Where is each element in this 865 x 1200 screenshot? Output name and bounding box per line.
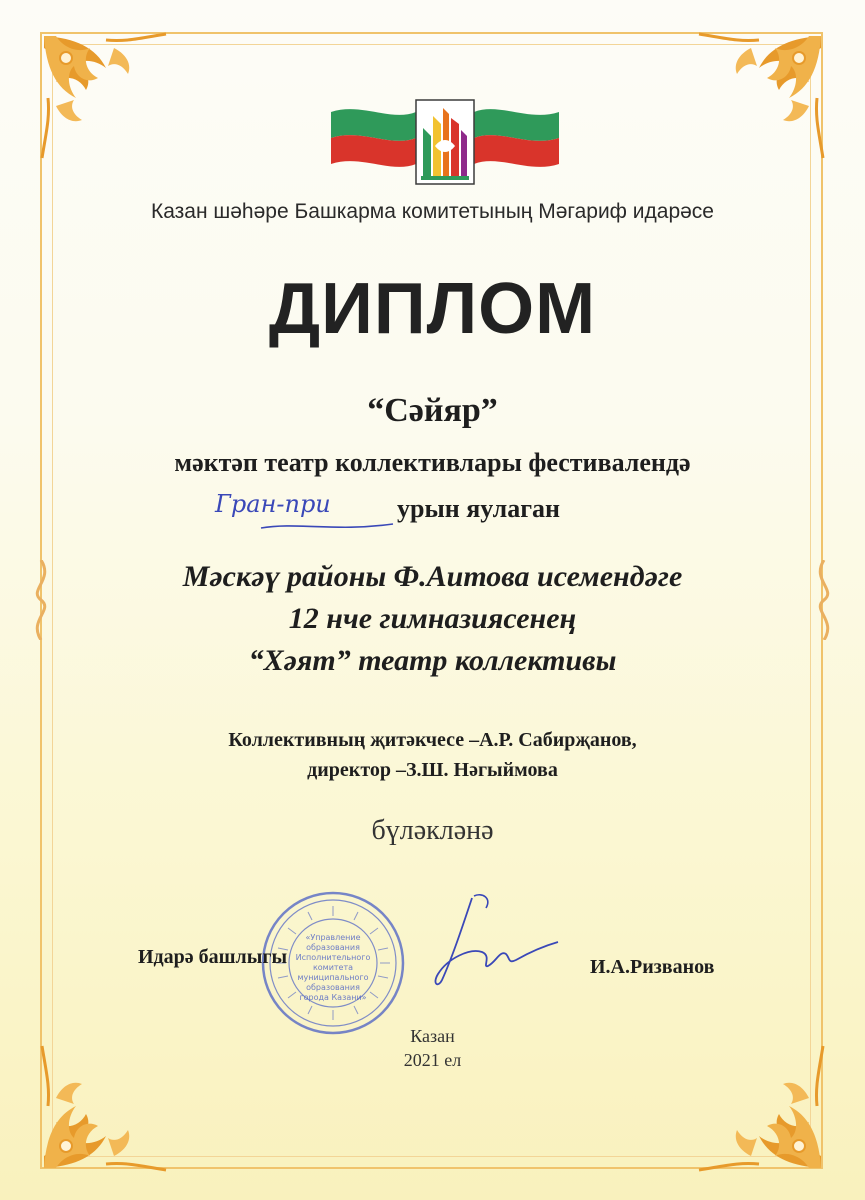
svg-text:Исполнительного: Исполнительного (295, 953, 371, 962)
awarded-text: бүләкләнә (371, 815, 494, 846)
recipient-line-2: 12 нче гимназиясенең (288, 602, 577, 635)
svg-text:комитета: комитета (312, 963, 354, 972)
svg-text:города Казани»: города Казани» (299, 993, 367, 1002)
handwritten-signature-icon (412, 888, 562, 998)
svg-text:«Управление: «Управление (305, 933, 361, 942)
document-title: ДИПЛОМ (268, 269, 597, 349)
signatory-title: Идарә башлыгы (138, 946, 288, 968)
svg-text:муниципального: муниципального (297, 973, 369, 982)
handwritten-place: Гран-при (215, 490, 331, 518)
organization-name: Казан шәһәре Башкарма комитетының Мәгариф идарәсе (150, 200, 714, 223)
corner-ornament-top-left (36, 28, 176, 168)
svg-text:образования: образования (306, 943, 360, 952)
handwritten-underline (257, 516, 397, 534)
recipient-block (0, 556, 865, 682)
education-emblem-icon (331, 98, 559, 190)
recipient-line-1: Мәскәү районы Ф.Аитова исемендәге (182, 560, 683, 593)
leaders-block (0, 725, 865, 785)
issue-year: 2021 ел (403, 1050, 462, 1070)
recipient-line-3: “Хәят” театр коллективы (248, 644, 617, 677)
svg-text:образования: образования (306, 983, 360, 992)
place-city: Казан (410, 1026, 455, 1046)
place-text: урын яулаган (397, 494, 561, 523)
corner-ornament-top-right (689, 28, 829, 168)
signatory-name: И.А.Ризванов (590, 956, 715, 978)
place-row (195, 490, 675, 534)
leaders-line-2: директор –З.Ш. Нәгыймова (307, 759, 558, 781)
festival-name: “Сәйяр” (367, 392, 498, 429)
leaders-line-1: Коллективның җитәкчесе –А.Р. Сабирҗанов, (228, 729, 637, 751)
festival-line: мәктәп театр коллективлары фестивалендә (174, 448, 691, 477)
